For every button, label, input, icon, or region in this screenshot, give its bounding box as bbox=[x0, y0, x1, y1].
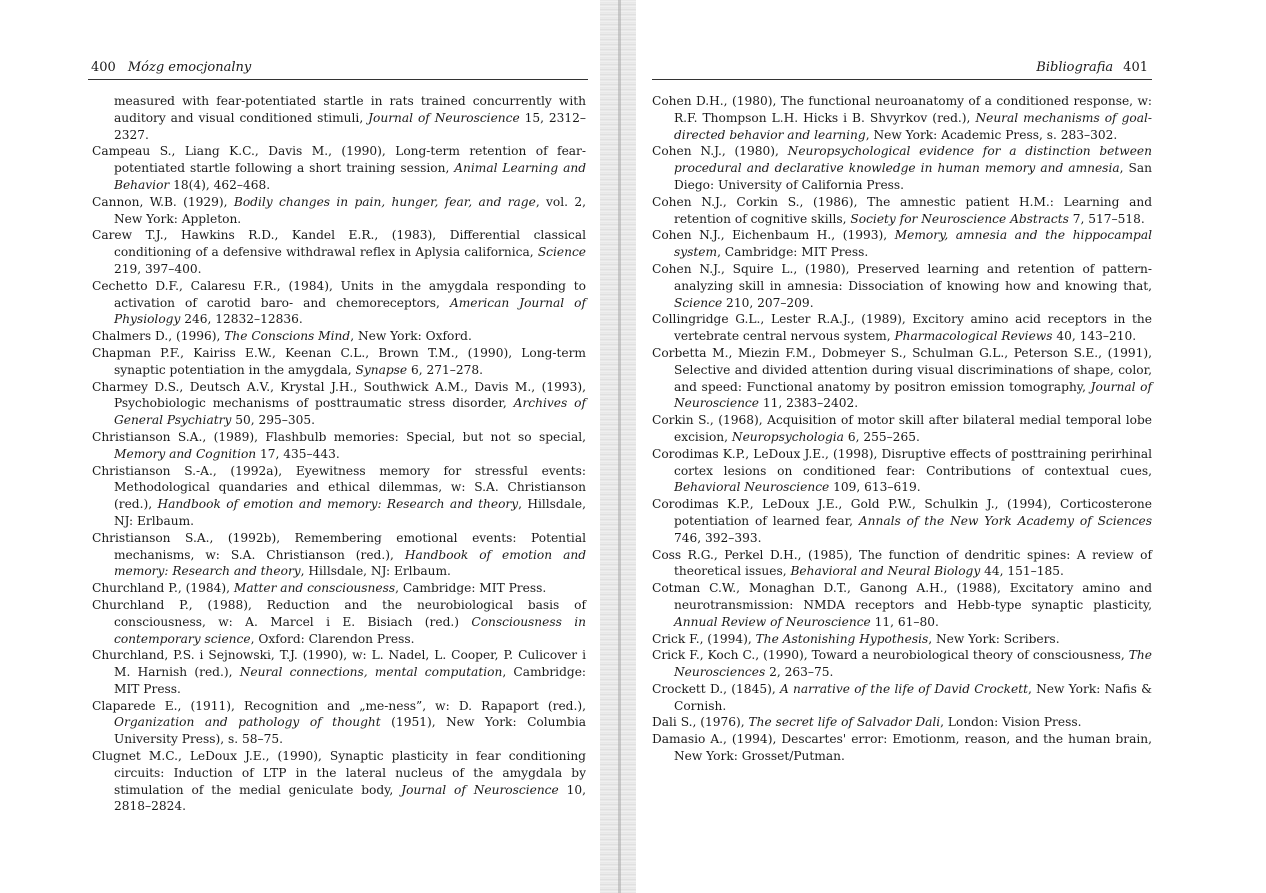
bibliography-entry: Chalmers D., (1996), The Conscions Mind, New York: Oxford. bbox=[92, 329, 472, 344]
bibliography-entry: Coss R.G., Perkel D.H., (1985), The function of dendritic spines: A review of theoretical issues, Behavioral and Neural Biology 44, 151–185. bbox=[652, 547, 1152, 579]
bibliography-entry: Campeau S., Liang K.C., Davis M., (1990), Long-term retention of fear-potentiated startle following a short training session, Animal Learning and Behavior 18(4), 462–468. bbox=[92, 144, 586, 192]
bibliography-entry: Christianson S.A., (1992b), Remembering emotional events: Potential mechanisms, w: S.A. Christianson (red.), Handbook of emotion and memory: Research and theory, Hillsdale, NJ: Erlbaum. bbox=[92, 530, 587, 579]
bibliography-entry: Churchland P., (1988), Reduction and the neurobiological basis of consciousness, w: A. Marcel i E. Bisiach (red.) Consciousness in contemporary science, Oxford: Clarendon Press. bbox=[92, 597, 586, 646]
bibliography-entry: Corkin S., (1968), Acquisition of motor skill after bilateral medial temporal lobe excision, Neuropsychologia 6, 255–265. bbox=[652, 413, 1152, 444]
bibliography-entry: Cohen N.J., Corkin S., (1986), The amnestic patient H.M.: Learning and retention of cognitive skills, Society for Neuroscience Abstracts 7, 517–518. bbox=[652, 194, 1152, 226]
bibliography-entry: Damasio A., (1994), Descartes' error: Emotionm, reason, and the human brain, New York: Grosset/Putman. bbox=[652, 732, 1152, 764]
page-number: 400 bbox=[91, 60, 116, 75]
bibliography-entry: Cotman C.W., Monaghan D.T., Ganong A.H., (1988), Excitatory amino and neurotransmission: NMDA receptors and Hebb-type synaptic plasticity, Annual Review of Neuroscience 11, 61–80. bbox=[652, 581, 1152, 629]
running-header-right bbox=[1036, 60, 1148, 75]
running-title: Mózg emocjonalny bbox=[127, 60, 252, 75]
bibliography-entry: Cohen N.J., Eichenbaum H., (1993), Memory, amnesia and the hippocampal system, Cambridge: MIT Press. bbox=[652, 228, 1152, 260]
bibliography-entry: Cechetto D.F., Calaresu F.R., (1984), Units in the amygdala responding to activation of carotid baro- and chemoreceptors, American Journal of Physiology 246, 12832–12836. bbox=[92, 278, 586, 327]
bibliography-entry: Chapman P.F., Kairiss E.W., Keenan C.L., Brown T.M., (1990), Long-term synaptic potentiation in the amygdala, Synapse 6, 271–278. bbox=[92, 345, 586, 377]
bibliography-entry: Crick F., (1994), The Astonishing Hypothesis, New York: Scribers. bbox=[652, 631, 1060, 646]
bibliography-entry: Collingridge G.L., Lester R.A.J., (1989), Excitory amino acid receptors in the vertebrate central nervous system, Pharmacological Reviews 40, 143–210. bbox=[652, 312, 1152, 344]
bibliography-entry: Charmey D.S., Deutsch A.V., Krystal J.H., Southwick A.M., Davis M., (1993), Psychobiologic mechanisms of posttraumatic stress disorder, Archives of General Psychiatry 50, 295–305. bbox=[92, 379, 587, 428]
bibliography-entry: Crockett D., (1845), A narrative of the life of David Crockett, New York: Nafis & Cornish. bbox=[652, 681, 1152, 713]
bibliography-list-left bbox=[92, 93, 586, 815]
bibliography-entry: Corodimas K.P., LeDoux J.E., Gold P.W., Schulkin J., (1994), Corticosterone potentiation of learned fear, Annals of the New York Academy of Sciences 746, 392–393. bbox=[652, 497, 1153, 545]
page-number: 401 bbox=[1123, 60, 1148, 75]
right-page bbox=[636, 0, 1266, 893]
running-title: Bibliografia bbox=[1036, 60, 1114, 75]
header-rule bbox=[88, 79, 588, 80]
bibliography-entry: Cohen N.J., (1980), Neuropsychological evidence for a distinction between procedural and declarative knowledge in human memory and amnesia, San Diego: University of California Press. bbox=[652, 144, 1152, 192]
bibliography-entry: Churchland, P.S. i Sejnowski, T.J. (1990), w: L. Nadel, L. Cooper, P. Culicover i M. Harnish (red.), Neural connections, mental computation, Cambridge: MIT Press. bbox=[92, 648, 587, 696]
bibliography-entry: Churchland P., (1984), Matter and consciousness, Cambridge: MIT Press. bbox=[92, 581, 547, 596]
left-page bbox=[0, 0, 620, 893]
bibliography-entry: Dali S., (1976), The secret life of Salvador Dali, London: Vision Press. bbox=[652, 715, 1082, 730]
bibliography-entry: Cohen N.J., Squire L., (1980), Preserved learning and retention of pattern-analyzing skill in amnesia: Dissociation of knowing how and knowing that, Science 210, 207–209. bbox=[652, 261, 1152, 310]
bibliography-list-right bbox=[652, 93, 1152, 765]
bibliography-entry: Cohen D.H., (1980), The functional neuroanatomy of a conditioned response, w: R.F. Thompson L.H. Hicks i B. Shvyrkov (red.), Neural mechanisms of goal-directed behavior and learning, New York: Academic Press, s. 283–302. bbox=[652, 94, 1152, 142]
bibliography-entry: Claparede E., (1911), Recognition and „me-ness”, w: D. Rapaport (red.), Organization and pathology of thought (1951), New York: Columbia University Press), s. 58–75. bbox=[92, 698, 586, 747]
bibliography-entry: Crick F., Koch C., (1990), Toward a neurobiological theory of consciousness, The Neurosciences 2, 263–75. bbox=[652, 648, 1152, 680]
bibliography-entry: Christianson S.-A., (1992a), Eyewitness memory for stressful events: Methodological quandaries and ethical dilemmas, w: S.A. Christianson (red.), Handbook of emotion and memory: Research and theory, Hillsdale, NJ: Erlbaum. bbox=[92, 463, 586, 528]
bibliography-entry: measured with fear-potentiated startle in rats trained concurrently with auditory and visual conditioned stimuli, Journal of Neuroscience 15, 2312–2327. bbox=[114, 94, 587, 142]
book-gutter bbox=[600, 0, 636, 893]
bibliography-entry: Christianson S.A., (1989), Flashbulb memories: Special, but not so special, Memory and Cognition 17, 435–443. bbox=[92, 429, 586, 461]
bibliography-entry: Corbetta M., Miezin F.M., Dobmeyer S., Schulman G.L., Peterson S.E., (1991), Selective and divided attention during visual discriminations of shape, color, and speed: Functional anatomy by positron emission tomography, Journal of Neuroscience 11, 2383–2402. bbox=[652, 345, 1152, 411]
running-header-left bbox=[91, 60, 251, 75]
bibliography-entry: Corodimas K.P., LeDoux J.E., (1998), Disruptive effects of posttraining perirhinal cortex lesions on conditioned fear: Contributions of contextual cues, Behavioral Neuroscience 109, 613–619. bbox=[652, 446, 1152, 495]
bibliography-entry: Clugnet M.C., LeDoux J.E., (1990), Synaptic plasticity in fear conditioning circuits: Induction of LTP in the lateral nucleus of the amygdala by stimulation of the medial geniculate body, Journal of Neuroscience 10, 2818–2824. bbox=[92, 749, 586, 814]
bibliography-entry: Carew T.J., Hawkins R.D., Kandel E.R., (1983), Differential classical conditioning of a defensive withdrawal reflex in Aplysia californica, Science 219, 397–400. bbox=[92, 228, 586, 276]
bibliography-entry: Cannon, W.B. (1929), Bodily changes in pain, hunger, fear, and rage, vol. 2, New York: Appleton. bbox=[92, 194, 587, 226]
header-rule bbox=[652, 79, 1152, 80]
